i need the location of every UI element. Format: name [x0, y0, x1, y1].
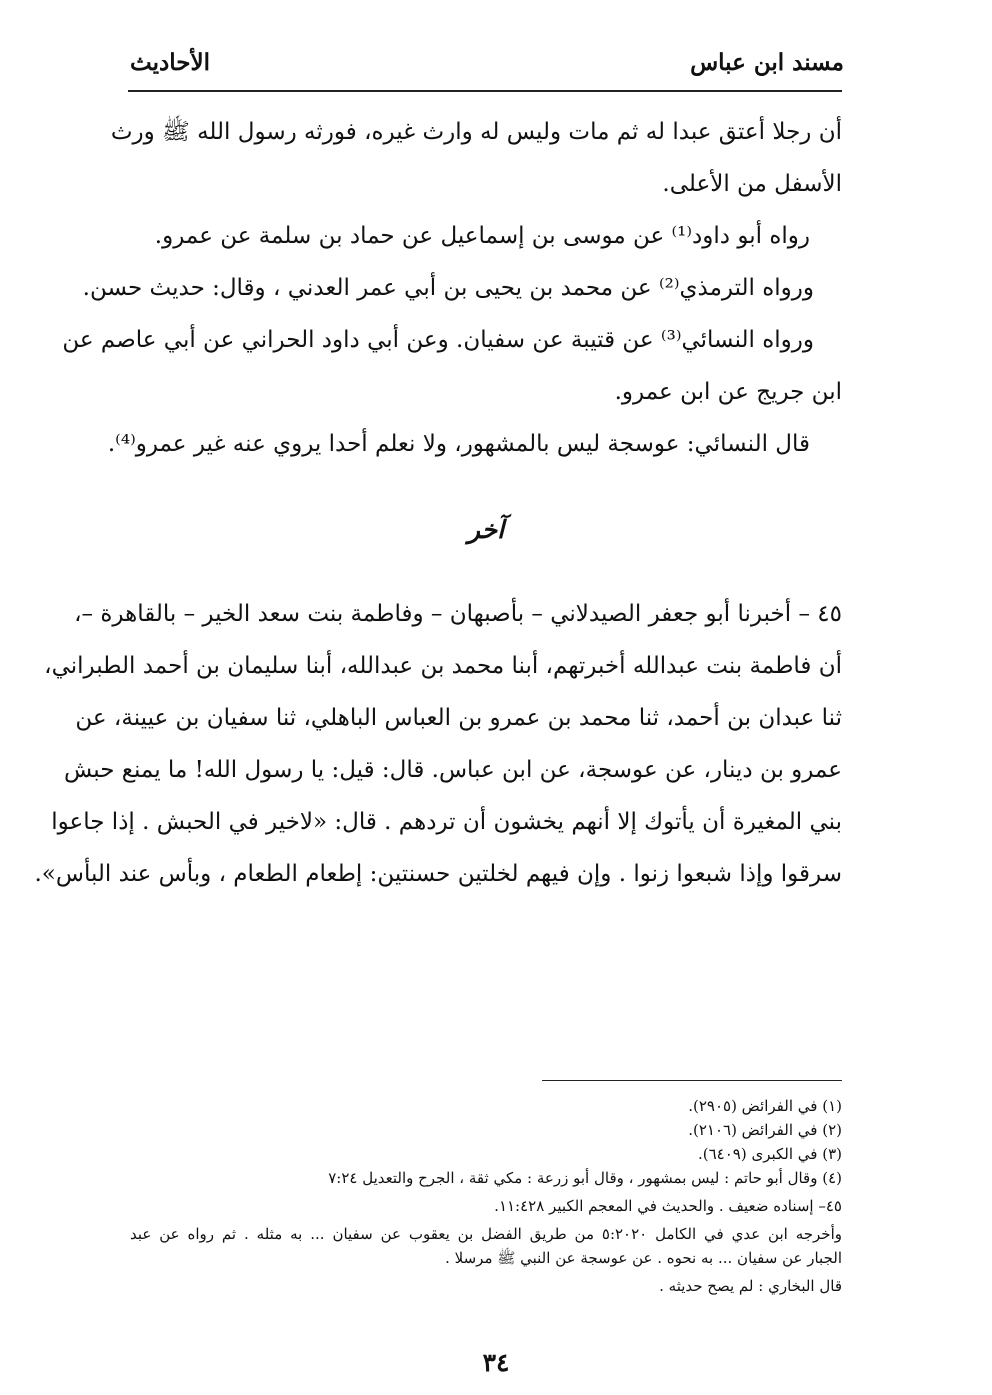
text-line: قال النسائي: عوسجة ليس بالمشهور، ولا نعلم أحدا يروي عنه غير عمرو⁽⁴⁾.: [107, 431, 810, 457]
hadith-45-text: [34, 588, 842, 900]
footnote: (٤) وقال أبو حاتم : ليس بمشهور ، وقال أبو زرعة : مكي ثقة ، الجرح والتعديل ٧:٢٤: [328, 1169, 842, 1187]
page-number: ٣٤: [482, 1348, 510, 1377]
text-line: عمرو بن دينار، عن عوسجة، عن ابن عباس. قال: قيل: يا رسول الله! ما يمنع حبش: [63, 757, 842, 783]
text-line: الأسفل من الأعلى.: [662, 171, 842, 197]
text-line: أن فاطمة بنت عبدالله أخبرتهم، أبنا محمد بن عبدالله، أبنا سليمان بن أحمد الطبراني،: [44, 653, 842, 679]
footnote: الجبار عن سفيان ... به نحوه . عن عوسجة عن النبي ﷺ مرسلا .: [445, 1249, 842, 1267]
text-line: ابن جريج عن ابن عمرو.: [614, 379, 842, 405]
text-line: ورواه النسائي⁽³⁾ عن قتيبة عن سفيان. وعن أبي داود الحراني عن أبي عاصم عن: [62, 327, 814, 353]
header-book-title: مسند ابن عباس: [690, 48, 844, 76]
text-line: أن رجلا أعتق عبدا له ثم مات وليس له وارث غيره، فورثه رسول الله ﷺ ورث: [110, 119, 842, 145]
running-header: [130, 40, 844, 84]
footnote: ٤٥– إسناده ضعيف . والحديث في المعجم الكبير ١١:٤٢٨.: [494, 1197, 842, 1215]
footnote: (١) في الفرائض (٢٩٠٥).: [688, 1097, 842, 1115]
footnote-divider: [542, 1080, 842, 1081]
footnote: قال البخاري : لم يصح حديثه .: [659, 1277, 842, 1295]
footnote: (٢) في الفرائض (٢١٠٦).: [688, 1121, 842, 1139]
section-title: آخر: [467, 515, 505, 544]
text-line: ورواه الترمذي⁽²⁾ عن محمد بن يحيى بن أبي عمر العدني ، وقال: حديث حسن.: [82, 275, 814, 301]
header-section-title: الأحاديث: [130, 48, 210, 76]
text-line: ثنا عبدان بن أحمد، ثنا محمد بن عمرو بن العباس الباهلي، ثنا سفيان بن عيينة، عن: [75, 705, 842, 731]
text-line: ٤٥ – أخبرنا أبو جعفر الصيدلاني – بأصبهان – وفاطمة بنت سعد الخير – بالقاهرة –،: [74, 601, 842, 627]
previous-hadith-text: [62, 106, 842, 470]
text-line: بني المغيرة أن يأتوك إلا أنهم يخشون أن تردهم . قال: «لاخير في الحبش . إذا جاعوا: [51, 809, 842, 835]
header-divider: [128, 90, 842, 92]
text-line: رواه أبو داود⁽¹⁾ عن موسى بن إسماعيل عن حماد بن سلمة عن عمرو.: [154, 223, 810, 249]
footnote: وأخرجه ابن عدي في الكامل ٥:٢٠٢٠ من طريق الفضل بن يعقوب عن سفيان ... به مثله . ثم رواه عن عبد: [130, 1225, 842, 1243]
footnote: (٣) في الكبرى (٦٤٠٩).: [697, 1145, 842, 1163]
text-line: سرقوا وإذا شبعوا زنوا . وإن فيهم لخلتين حسنتين: إطعام الطعام ، وبأس عند البأس».: [34, 861, 842, 887]
footnotes: [130, 1094, 842, 1298]
